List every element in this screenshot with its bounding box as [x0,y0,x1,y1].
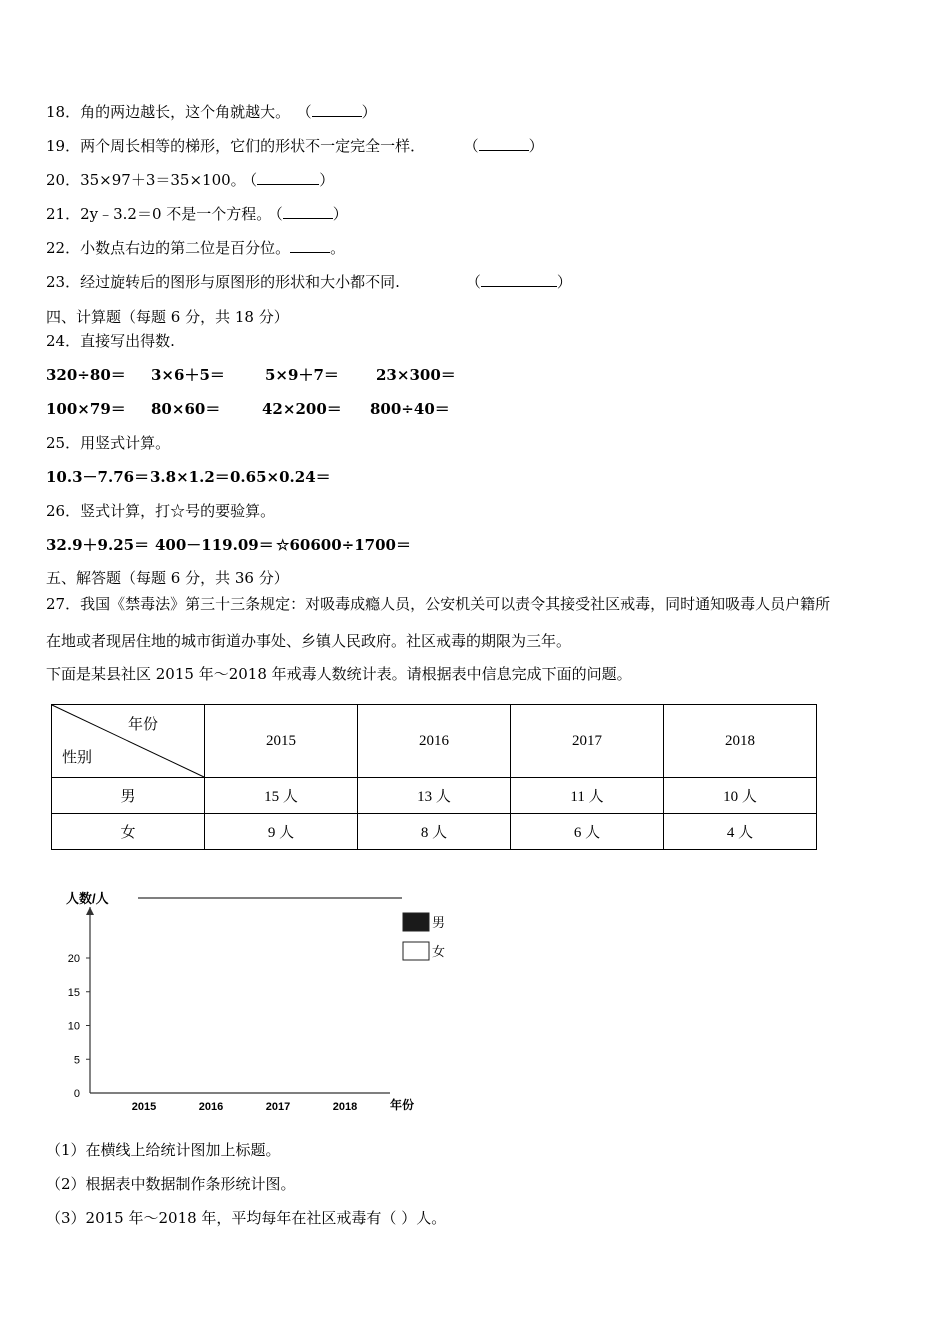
y-tick-label: 20 [67,953,80,965]
question-21: 21．2y﹣3.2＝0 不是一个方程。 （ ） [46,205,348,223]
table-row-male [52,778,817,814]
calc-26-3: ☆60600÷1700＝ [276,536,411,554]
calc-24-1: 320÷80＝ [46,366,126,384]
y-tick-label: 0 [73,1088,80,1100]
question-23: 23．经过旋转后的图形与原图形的形状和大小都不同. （ ） [46,273,572,291]
calc-24-8: 800÷40＝ [370,400,450,418]
calc-26-1: 32.9＋9.25＝ [46,536,150,554]
x-tick-label: 2015 [131,1101,157,1113]
question-19-text: 19．两个周长相等的梯形，它们的形状不一定完全一样． [46,137,426,155]
answer-blank-18[interactable] [312,102,362,117]
x-ticks [132,1101,357,1113]
row-label: 男 [52,778,205,814]
y-axis-label: 人数/人 [66,891,109,906]
table-cell: 9 人 [205,814,358,850]
table-cell: 10 人 [664,778,817,814]
y-tick-label: 5 [73,1054,80,1067]
legend-swatch [403,942,429,960]
drug-rehab-table [51,704,817,850]
question-19: 19．两个周长相等的梯形，它们的形状不一定完全一样． （ ） [46,137,544,155]
question-23-text: 23．经过旋转后的图形与原图形的形状和大小都不同. [46,273,400,291]
legend-label: 男 [432,915,446,930]
x-axis-label: 年份 [390,1098,415,1112]
calc-24-4: 23×300＝ [376,366,456,384]
calc-25-2: 3.8×1.2＝ [150,468,230,486]
calc-24-3: 5×9＋7＝ [265,366,339,384]
question-27-line-3: 下面是某县社区 2015 年～2018 年戒毒人数统计表。请根据表中信息完成下面的问题。 [46,665,632,683]
bar-chart [60,885,446,1125]
table-cell: 4 人 [664,814,817,850]
subquestion-3: （3）2015 年～2018 年，平均每年在社区戒毒有（ ）人。 [46,1209,447,1227]
chart-axes [86,907,390,1093]
legend-label: 女 [432,944,446,959]
answer-blank-21[interactable] [283,204,333,219]
question-21-text: 21．2y﹣3.2＝0 不是一个方程。 [46,205,272,223]
chart-legend [403,913,445,960]
question-26-text: 26．竖式计算，打☆号的要验算。 [46,502,276,520]
y-tick-label: 15 [67,986,80,999]
table-row-female [52,814,817,850]
section-4-title: 四、计算题（每题 6 分，共 18 分） [46,308,289,326]
answer-blank-20[interactable] [257,170,319,185]
row-label: 女 [52,814,205,850]
calc-26-2: 400－119.09＝ [155,536,274,554]
table-cell: 15 人 [205,778,358,814]
question-25-text: 25．用竖式计算。 [46,434,171,452]
question-27-line-1: 27．我国《禁毒法》第三十三条规定：对吸毒成瘾人员，公安机关可以责令其接受社区戒毒，同时通知吸毒人员户籍所 [46,595,831,613]
question-27-line-2: 在地或者现居住地的城市街道办事处、乡镇人民政府。社区戒毒的期限为三年。 [46,632,572,650]
calc-25-3: 0.65×0.24＝ [230,468,331,486]
y-ticks [68,953,90,1100]
question-24-text: 24．直接写出得数. [46,332,175,350]
subquestion-2: （2）根据表中数据制作条形统计图。 [46,1175,296,1193]
x-tick-label: 2018 [332,1101,358,1113]
y-tick-label: 10 [67,1020,80,1033]
calc-24-7: 42×200＝ [262,400,342,418]
header-year-label: 年份 [127,717,158,733]
table-header-corner [52,705,205,778]
header-year: 2016 [358,705,511,778]
question-20-text: 20．35×97＋3＝35×100。 [46,171,246,189]
x-tick-label: 2016 [198,1101,224,1113]
calc-24-2: 3×6＋5＝ [151,366,225,384]
question-20: 20．35×97＋3＝35×100。 （ ） [46,171,335,189]
y-axis-arrow [86,907,94,915]
calc-25-1: 10.3－7.76＝ [46,468,150,486]
table-cell: 11 人 [511,778,664,814]
table-cell: 13 人 [358,778,511,814]
section-5-title: 五、解答题（每题 6 分，共 36 分） [46,569,289,587]
calc-24-6: 80×60＝ [151,400,221,418]
subquestion-1: （1）在横线上给统计图加上标题。 [46,1141,281,1159]
question-18-text: 18．角的两边越长，这个角就越大。 [46,103,291,121]
table-cell: 6 人 [511,814,664,850]
answer-blank-19[interactable] [479,136,529,151]
header-year: 2017 [511,705,664,778]
header-year: 2015 [205,705,358,778]
answer-blank-22[interactable] [290,238,330,253]
x-tick-label: 2017 [265,1101,291,1113]
legend-swatch [403,913,429,931]
question-22: 22．小数点右边的第二位是百分位。 。 [46,239,346,257]
question-18: 18．角的两边越长，这个角就越大。 （ ） [46,103,377,121]
answer-blank-23[interactable] [481,272,557,287]
table-cell: 8 人 [358,814,511,850]
header-gender-label: 性别 [62,750,93,766]
calc-24-5: 100×79＝ [46,400,126,418]
header-year: 2018 [664,705,817,778]
question-22-text: 22．小数点右边的第二位是百分位。 [46,239,291,257]
